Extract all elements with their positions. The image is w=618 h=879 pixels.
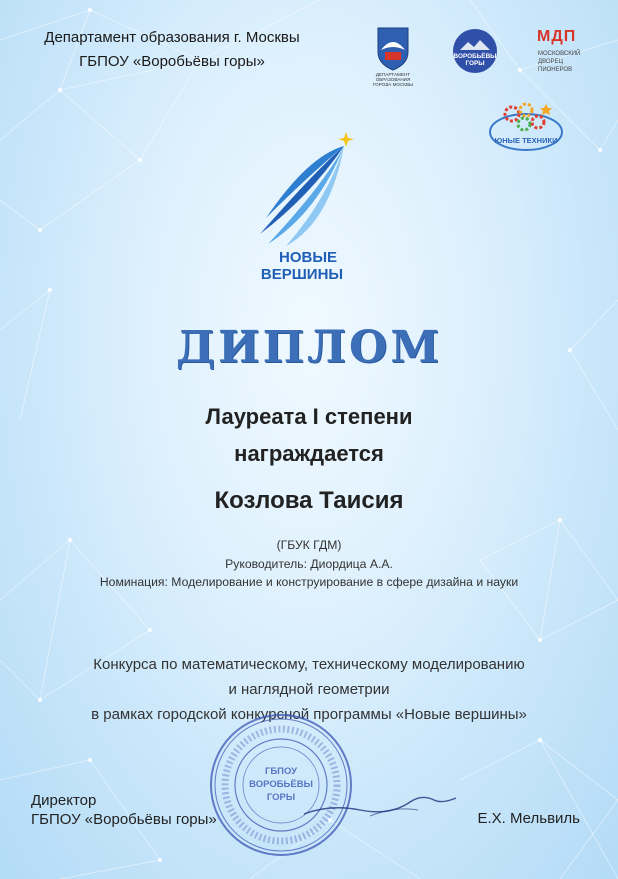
organization: (ГБУК ГДМ) [276, 538, 342, 552]
stamp-text-1: ГБПОУ [264, 766, 298, 777]
dep-caption-3: ГОРОДА МОСКВЫ [372, 82, 414, 86]
vg-logo-text-2: ГОРЫ [465, 60, 485, 67]
novye-vershiny-emblem [246, 126, 366, 286]
signature-role-title: Директор [31, 792, 97, 809]
director-signature [300, 786, 460, 826]
young-technicians-logo [486, 96, 566, 154]
vorobyovy-gory-logo [452, 28, 498, 74]
stamp-text-2: ВОРОБЬЁВЫ [249, 779, 313, 790]
contest-line-1: Конкурса по математическому, техническому моделированию [93, 656, 525, 673]
mdp-caption-2: ДВОРЕЦ [538, 59, 563, 65]
dep-caption-1: ДЕПАРТАМЕНТ [375, 72, 411, 77]
vg-logo-text-1: ВОРОБЬЁВЫ [453, 53, 497, 60]
diploma-title: ДИПЛОМ [175, 322, 443, 373]
mdp-caption-1: МОСКОВСКИЙ [538, 51, 581, 57]
signature-role [31, 791, 217, 829]
award-awarded-text: награждается [234, 441, 384, 466]
dep-caption-2: ОБРАЗОВАНИЯ [375, 77, 411, 82]
issuer-department: Департамент образования г. Москвы [44, 29, 300, 46]
yt-logo-text: ЮНЫЕ ТЕХНИКИ [494, 136, 558, 145]
recipient-name: Козлова Таисия [214, 487, 404, 514]
signature-role-org: ГБПОУ «Воробьёвы горы» [31, 811, 217, 828]
nv-logo-text-1: НОВЫЕ [278, 249, 338, 266]
issuer-school: ГБПОУ «Воробьёвы горы» [79, 53, 265, 70]
moscow-pioneers-palace-logo [536, 26, 596, 78]
mdp-mark: МДП [537, 28, 577, 45]
department-education-logo [368, 26, 418, 86]
stamp-text-3: ГОРЫ [266, 792, 296, 803]
contest-line-3: в рамках городской конкурсной программы «Новые вершины» [91, 706, 527, 723]
supervisor: Руководитель: Диордица А.А. [225, 556, 393, 571]
signature-name: Е.Х. Мельвиль [477, 810, 580, 827]
nv-logo-text-2: ВЕРШИНЫ [260, 266, 344, 283]
contest-line-2: и наглядной геометрии [228, 681, 390, 698]
issuer-block [22, 26, 322, 74]
official-stamp [208, 712, 354, 858]
award-degree: Лауреата I степени [205, 404, 413, 429]
details-block [0, 536, 618, 592]
nomination: Номинация: Моделирование и конструирование в сфере дизайна и науки [99, 575, 519, 589]
mdp-caption-3: ПИОНЕРОВ [538, 67, 573, 73]
